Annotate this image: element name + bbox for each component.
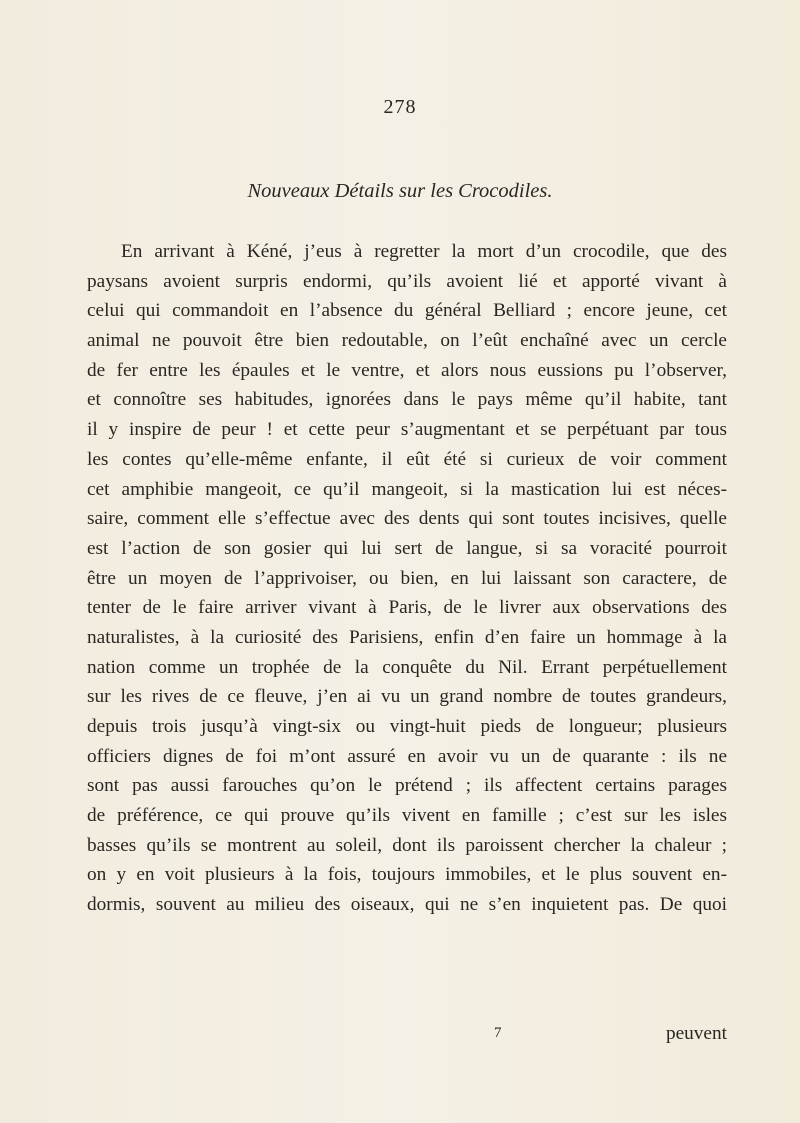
text-line: saire, comment elle s’effectue avec des dents qui sont toutes incisives, quelle <box>87 508 727 530</box>
text-line: sont pas aussi farouches qu’on le prétend ; ils affectent certains parages <box>87 775 727 797</box>
text-line: les contes qu’elle-même enfante, il eût été si curieux de voir comment <box>87 448 727 470</box>
page-number: 278 <box>383 96 417 118</box>
text-line: depuis trois jusqu’à vingt-six ou vingt-huit pieds de longueur; plusieurs <box>87 716 727 737</box>
text-line: on y en voit plusieurs à la fois, toujours immobiles, et le plus souvent en- <box>87 864 727 886</box>
text-line: est l’action de son gosier qui lui sert de langue, si sa voracité pourroit <box>87 537 727 559</box>
catchword: peuvent <box>665 1023 727 1044</box>
text-line: basses qu’ils se montrent au soleil, dont ils paroissent chercher la chaleur ; <box>87 834 727 856</box>
text-line: naturalistes, à la curiosité des Parisiens, enfin d’en faire un hommage à la <box>87 626 727 648</box>
text-line: celui qui commandoit en l’absence du général Belliard ; encore jeune, cet <box>87 300 727 322</box>
text-line: cet amphibie mangeoit, ce qu’il mangeoit, si la mastication lui est néces- <box>87 478 727 500</box>
text-line: et connoître ses habitudes, ignorées dans le pays même qu’il habite, tant <box>87 389 727 411</box>
text-line: paysans avoient surpris endormi, qu’ils avoient lié et apporté vivant à <box>87 270 727 292</box>
signature-mark: 7 <box>494 1025 502 1041</box>
text-line: de fer entre les épaules et le ventre, et alors nous eussions pu l’observer, <box>87 359 727 381</box>
text-line: sur les rives de ce fleuve, j’en ai vu un grand nombre de toutes grandeurs, <box>87 686 727 708</box>
text-line: il y inspire de peur ! et cette peur s’augmentant et se perpétuant par tous <box>87 419 727 441</box>
text-line: de préférence, ce qui prouve qu’ils vivent en famille ; c’est sur les isles <box>87 805 727 827</box>
text-line: être un moyen de l’apprivoiser, ou bien, en lui laissant son caractere, de <box>87 567 727 589</box>
body-text <box>87 237 727 920</box>
text-line: En arrivant à Kéné, j’eus à regretter la mort d’un crocodile, que des <box>121 241 727 262</box>
page-footer <box>87 1023 727 1053</box>
text-line: animal ne pouvoit être bien redoutable, on l’eût enchaîné avec un cercle <box>87 330 727 352</box>
text-line: dormis, souvent au milieu des oiseaux, qui ne s’en inquietent pas. De quoi <box>87 894 727 916</box>
text-line: officiers dignes de foi m’ont assuré en avoir vu un de quarante : ils ne <box>87 745 727 767</box>
text-line: tenter de le faire arriver vivant à Paris, de le livrer aux observations des <box>87 597 727 619</box>
section-heading: Nouveaux Détails sur les Crocodiles. <box>247 180 553 202</box>
text-line: nation comme un trophée de la conquête du Nil. Errant perpétuellement <box>87 656 727 678</box>
